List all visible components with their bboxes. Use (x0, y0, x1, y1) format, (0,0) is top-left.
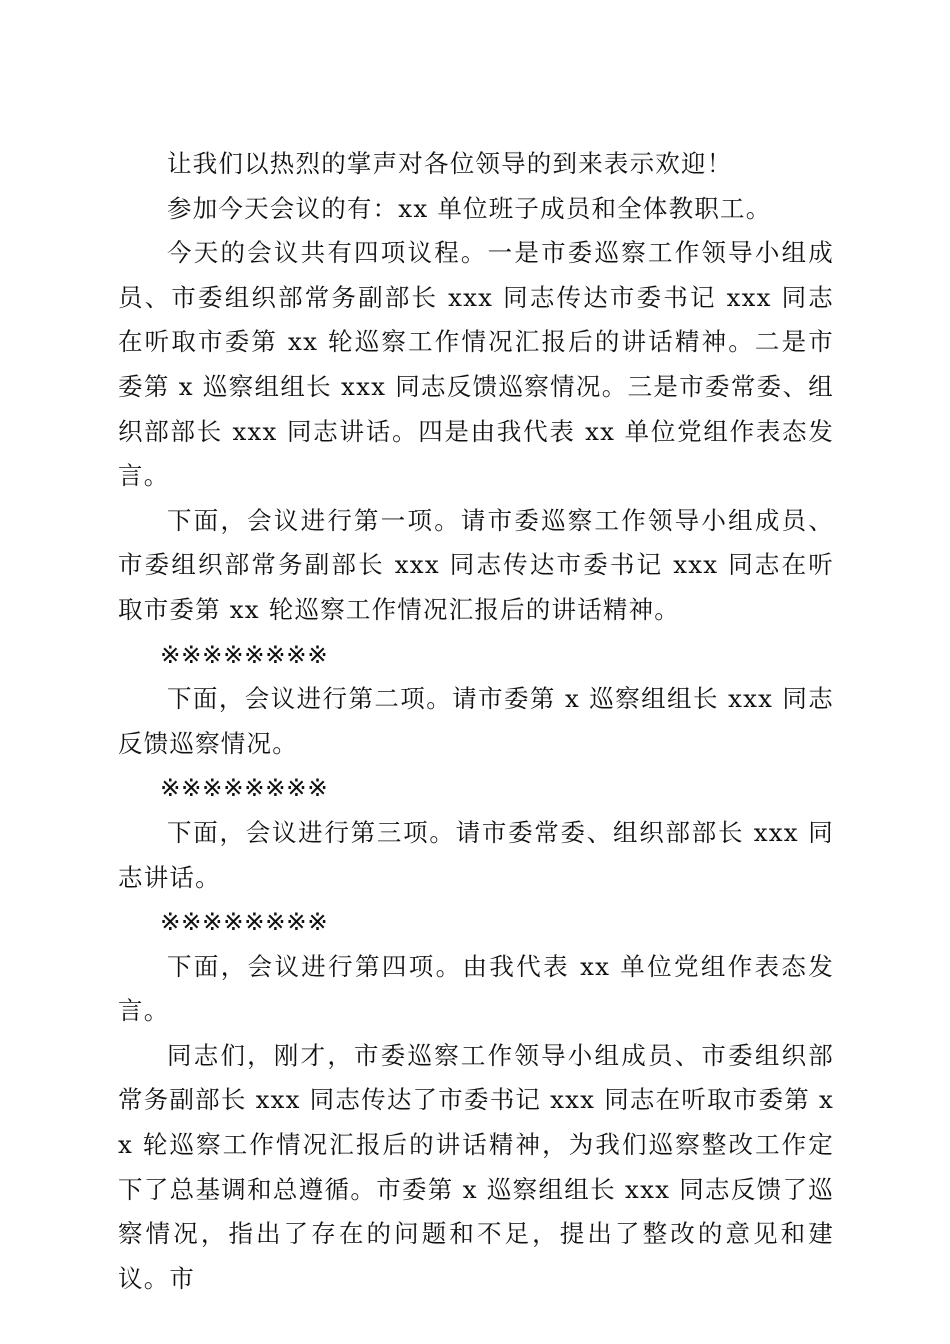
paragraph-welcome: 让我们以热烈的掌声对各位领导的到来表示欢迎！ (167, 149, 733, 178)
paragraph-item-one: 下面，会议进行第一项。请市委巡察工作领导小组成员、市委组织部常务副部长 xxx 同志传达市委书记 xxx 同志在听取市委第 xx 轮巡察工作情况汇报后的讲话精神。 (118, 505, 834, 624)
paragraph-attendees: 参加今天会议的有：xx 单位班子成员和全体教职工。 (167, 193, 772, 223)
document-body (118, 142, 834, 1301)
section-separator: ※※※※※※※※ (160, 773, 329, 803)
paragraph-item-two: 下面，会议进行第二项。请市委第 x 巡察组组长 xxx 同志反馈巡察情况。 (118, 684, 834, 758)
paragraph-item-four: 下面，会议进行第四项。由我代表 xx 单位党组作表态发言。 (118, 951, 834, 1026)
section-separator: ※※※※※※※※ (160, 907, 329, 937)
section-separator: ※※※※※※※※ (160, 639, 329, 669)
paragraph-agenda: 今天的会议共有四项议程。一是市委巡察工作领导小组成员、市委组织部常务副部长 xxx 同志传达市委书记 xxx 同志在听取市委第 xx 轮巡察工作情况汇报后的讲话精神。二是市委第 x 巡察组组长 xxx 同志反馈巡察情况。三是市委常委、组织部部长 xxx 同志讲话。四是由我代表 xx 单位党组作表态发言。 (118, 238, 834, 491)
paragraph-item-three: 下面，会议进行第三项。请市委常委、组织部部长 xxx 同志讲话。 (118, 817, 834, 892)
paragraph-closing-remarks: 同志们，刚才，市委巡察工作领导小组成员、市委组织部常务副部长 xxx 同志传达了市委书记 xxx 同志在听取市委第 xx 轮巡察工作情况汇报后的讲话精神，为我们巡察整改工作定下了总基调和总遵循。市委第 x 巡察组组长 xxx 同志反馈了巡察情况，指出了存在的问题和不足，提出了整改的意见和建议。市 (118, 1040, 834, 1293)
